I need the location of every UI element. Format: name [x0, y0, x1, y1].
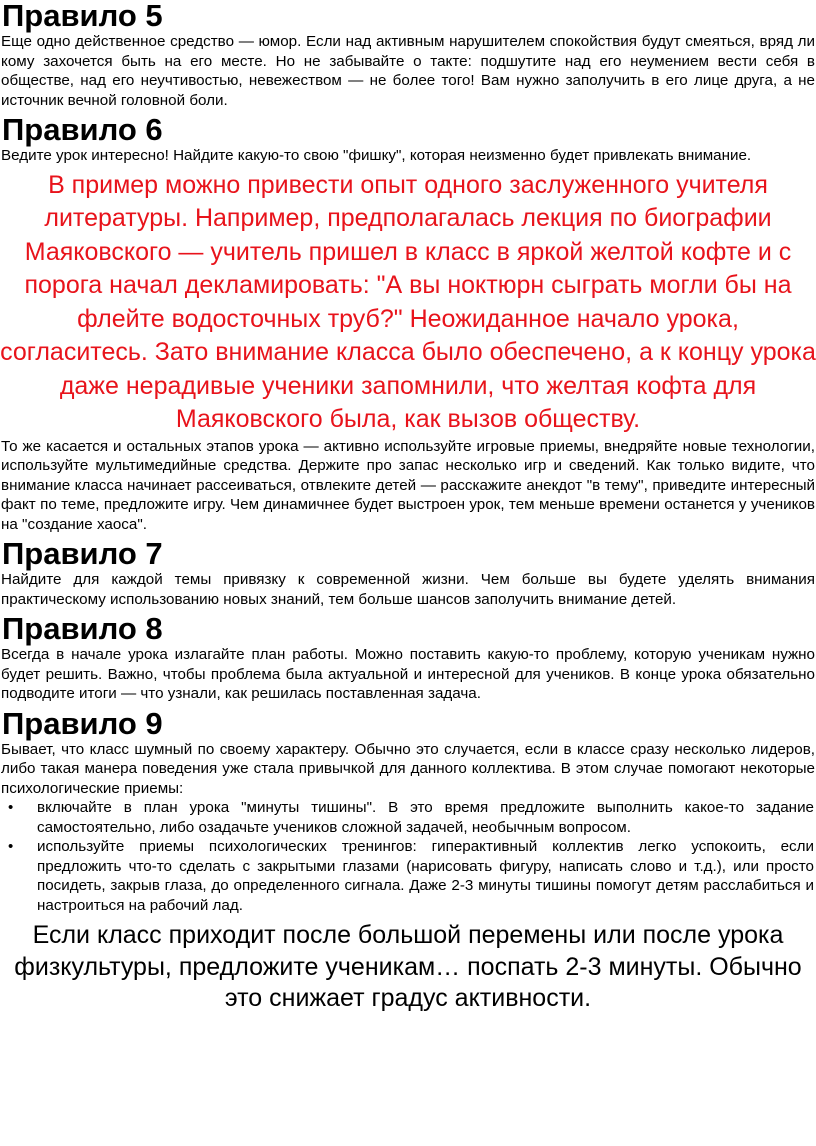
rule-8-section — [0, 613, 816, 704]
rule-9-closing-callout: Если класс приходит после большой перемены или после урока физкультуры, предложите ученикам… поспать 2-3 минуты. Обычно это снижает градус активности. — [14, 921, 802, 1012]
list-item — [0, 798, 814, 837]
rule-6-heading: Правило 6 — [2, 112, 163, 147]
rule-7-text: Найдите для каждой темы привязку к современной жизни. Чем больше вы будете уделять внимания практическому использованию новых знаний, тем больше шансов заполучить внимание детей. — [1, 571, 815, 608]
list-item-text: включайте в план урока "минуты тишины". В это время предложите выполнить какое-то задание самостоятельно, либо озадачьте учеников сложной задачей, необычным вопросом. — [37, 799, 814, 836]
rule-8-text: Всегда в начале урока излагайте план работы. Можно поставить какую-то проблему, которую ученикам нужно будет решить. Важно, чтобы проблема была актуальной и интересной для учеников. В конце урока обязательно подводите итоги — что узнали, как решилась поставленная задача. — [1, 646, 815, 702]
rule-9-heading: Правило 9 — [2, 705, 163, 741]
bullet-icon: • — [8, 799, 14, 816]
rule-5-heading: Правило 5 — [2, 0, 163, 33]
rule-5-section — [0, 0, 816, 110]
rule-9-section — [0, 705, 816, 1015]
rule-9-text: Бывает, что класс шумный по своему характеру. Обычно это случается, если в классе сразу несколько лидеров, либо такая манера поведения уже стала привычкой для данного коллектива. В этом случае помогают некоторые психологические приемы: — [1, 740, 815, 797]
rule-7-heading: Правило 7 — [2, 536, 163, 571]
rule-6-example-callout: В пример можно привести опыт одного заслуженного учителя литературы. Например, предполагалась лекция по биографии Маяковского — учитель пришел в класс в яркой желтой кофте и с порога начал декламировать: "А вы ноктюрн сыграть могли бы на флейте водосточных труб?" Неожиданное начало урока, согласитесь. Зато внимание класса было обеспечено, а к концу урока даже нерадивые ученики запомнили, что желтая кофта для Маяковского была, как вызов обществу. — [0, 170, 816, 433]
rule-6-text-2: То же касается и остальных этапов урока — активно используйте игровые приемы, внедряйте новые технологии, используйте мультимедийные средства. Держите про запас несколько игр и сведений. Как только видите, что внимание класса начинает рассеиваться, отвлеките детей — расскажите анекдот "в тему", приведите интересный факт по теме, предложите игру. Чем динамичнее будет выстроен урок, тем меньше времени останется у учеников на "создание хаоса". — [1, 437, 815, 533]
rule-6-text: Ведите урок интересно! Найдите какую-то свою "фишку", которая неизменно будет привлекать внимание. — [1, 147, 752, 164]
rule-6-section — [0, 114, 816, 534]
rule-8-heading: Правило 8 — [2, 611, 163, 646]
rule-9-bullet-list — [0, 798, 816, 915]
bullet-icon: • — [8, 838, 14, 855]
list-item-text: используйте приемы психологических тренингов: гиперактивный коллектив легко успокоить, если предложить что-то сделать с закрытыми глазами (нарисовать фигуру, написать слово и т.д.), или просто посидеть, закрыв глаза, до определенного сигнала. Даже 2-3 минуты тишины помогут детям расслабиться и настроиться на рабочий лад. — [37, 838, 814, 914]
list-item — [0, 837, 814, 915]
rule-7-section — [0, 538, 816, 609]
rule-5-text: Еще одно действенное средство — юмор. Если над активным нарушителем спокойствия будут смеяться, вряд ли кому захочется быть на его месте. Но не забывайте о такте: подшутите над его неумением вести себя в обществе, над его неучтивостью, невежеством — не более того! Вам нужно заполучить в его лице друга, а не источник вечной головной боли. — [1, 33, 815, 109]
